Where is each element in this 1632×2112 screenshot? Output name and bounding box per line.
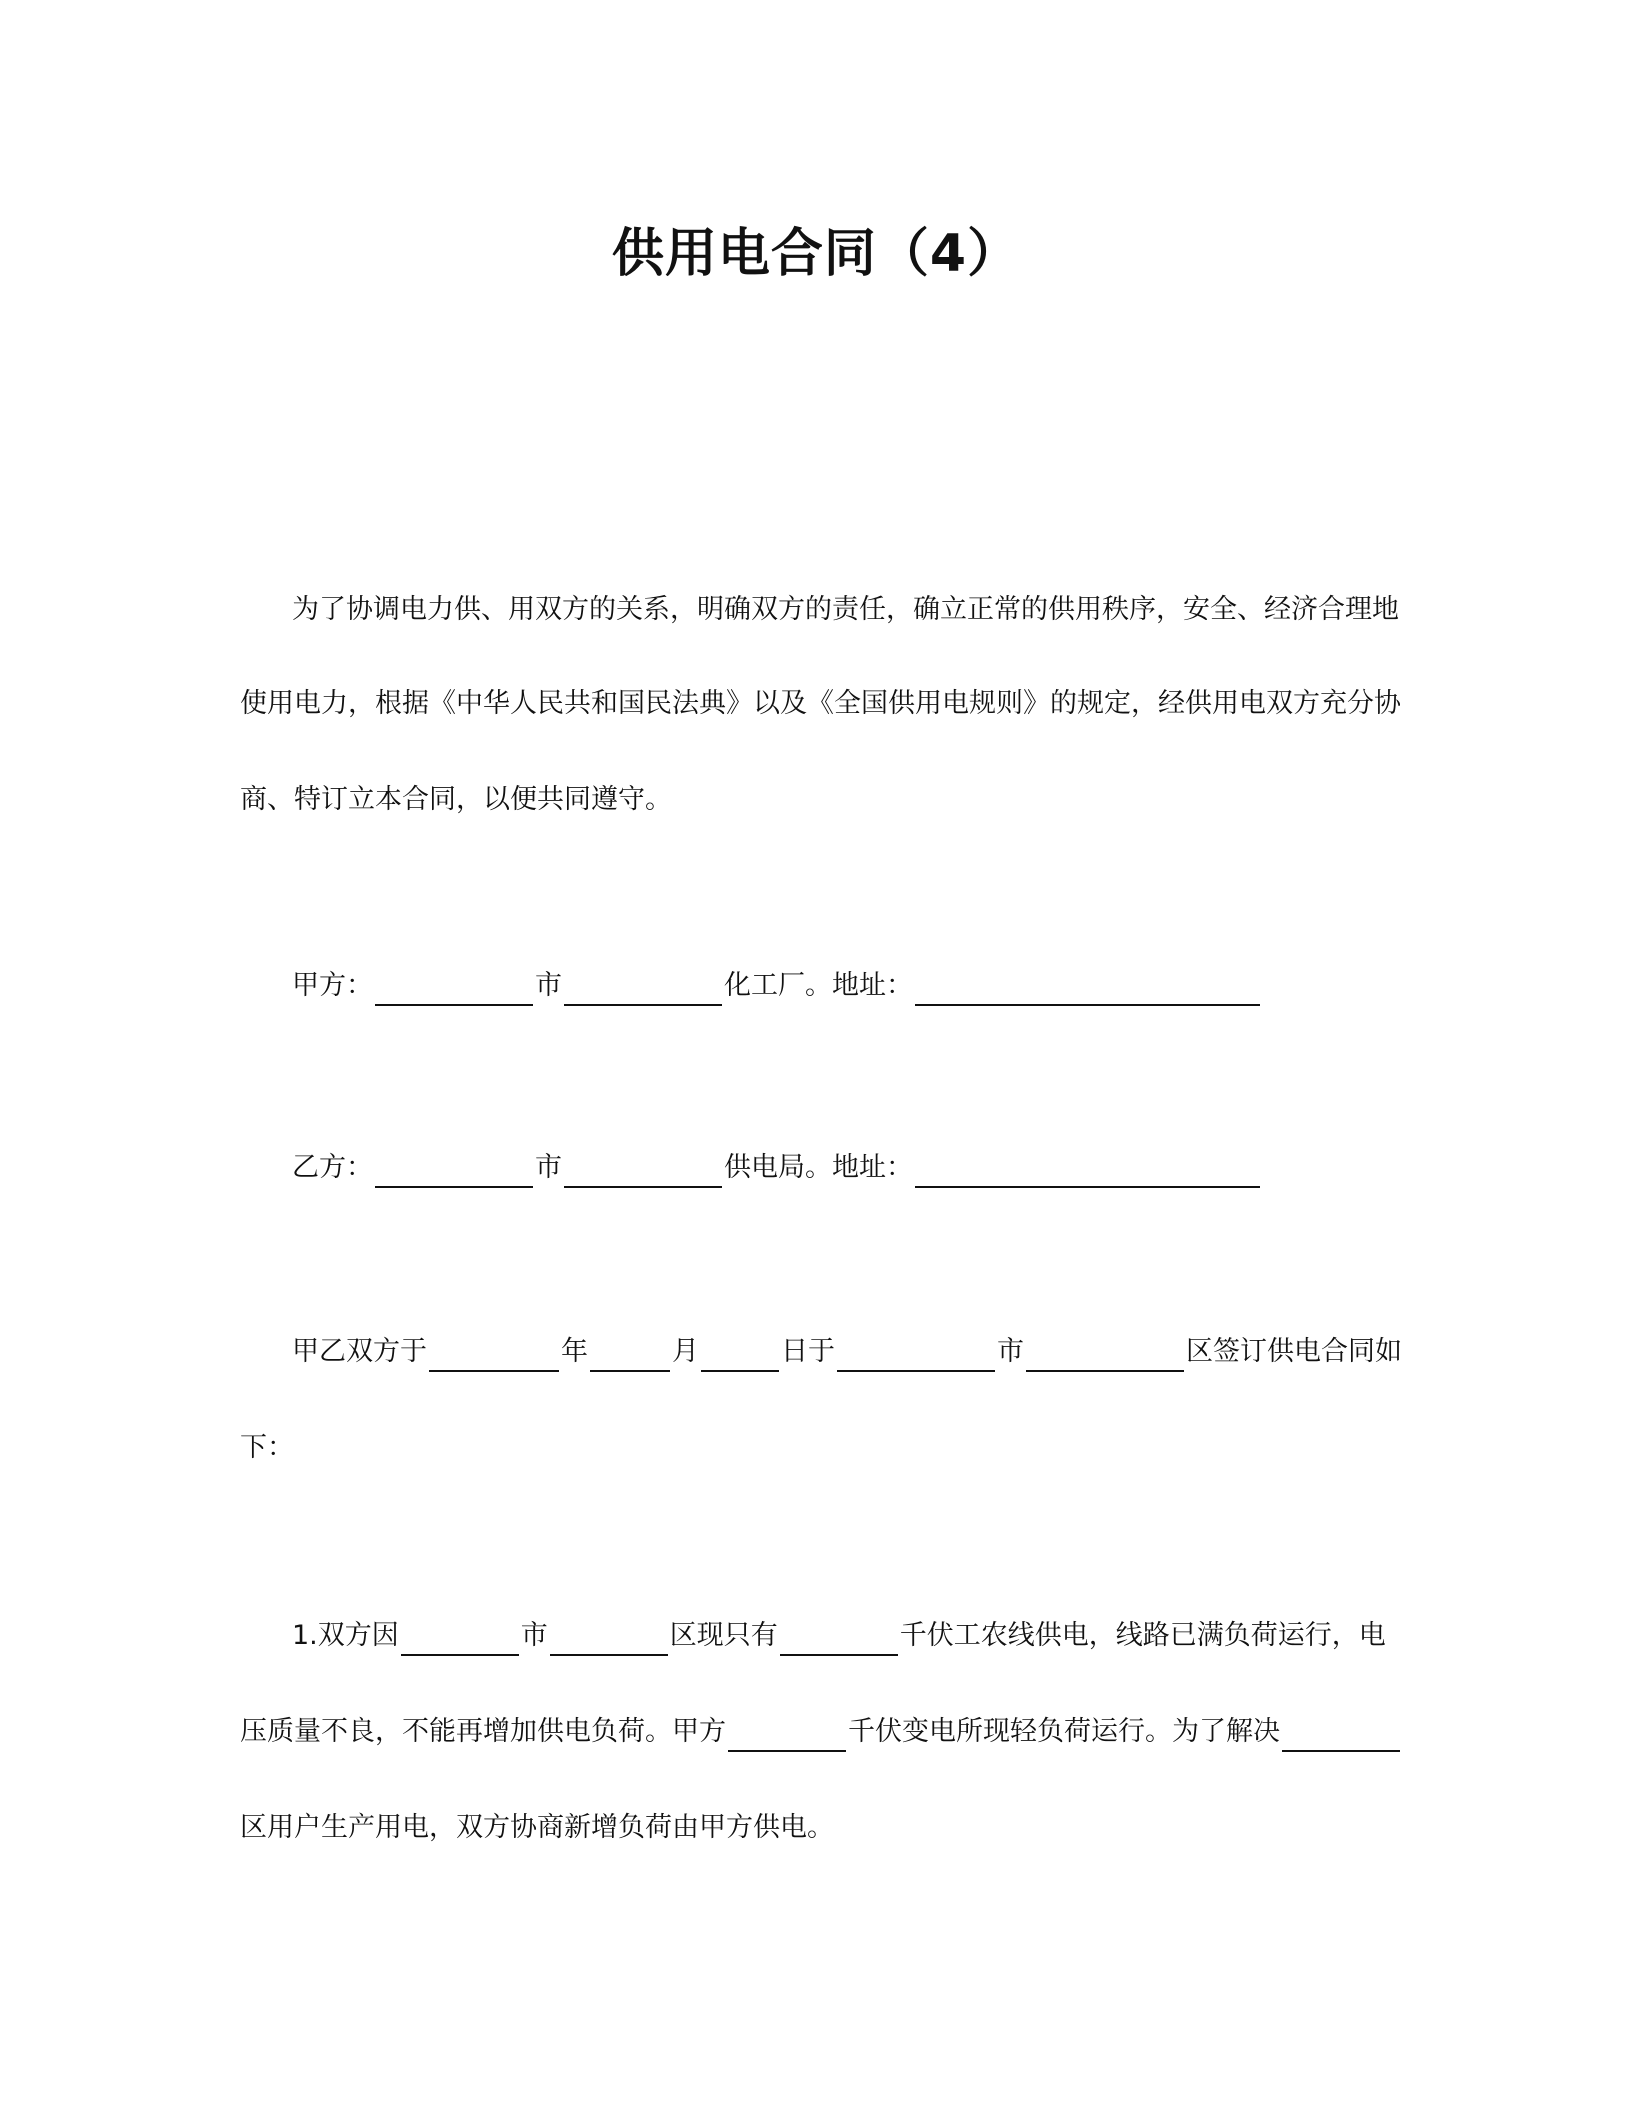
signing-continuation: 下： (240, 1432, 294, 1463)
clause1-resolve-blank[interactable] (1282, 1718, 1400, 1752)
clause1-city-blank[interactable] (401, 1622, 519, 1656)
signing-month-blank[interactable] (590, 1338, 670, 1372)
clause1-line-3: 区用户生产用电，双方协商新增负荷由甲方供电。 (240, 1812, 834, 1843)
party-b-address-blank[interactable] (915, 1154, 1260, 1188)
clause1-line2-a: 压质量不良，不能再增加供电负荷。甲方 (240, 1716, 726, 1747)
signing-district-label: 区签订供电合同如 (1186, 1336, 1402, 1367)
party-b-city-blank[interactable] (375, 1154, 533, 1188)
intro-line-3: 商、特订立本合同，以便共同遵守。 (240, 784, 672, 815)
signing-month-label: 月 (672, 1336, 699, 1367)
party-a-factory-label: 化工厂。地址： (724, 970, 913, 1001)
party-a-line (292, 966, 1262, 1006)
intro-line-1: 为了协调电力供、用双方的关系，明确双方的责任，确立正常的供用秩序，安全、经济合理地 (292, 594, 1399, 625)
party-a-address-blank[interactable] (915, 972, 1260, 1006)
signing-day-label: 日于 (781, 1336, 835, 1367)
intro-line-2: 使用电力，根据《中华人民共和国民法典》以及《全国供用电规则》的规定，经供用电双方充分协 (240, 688, 1401, 719)
signing-year-label: 年 (561, 1336, 588, 1367)
clause1-district-blank[interactable] (550, 1622, 668, 1656)
party-a-city-label: 市 (535, 970, 562, 1001)
signing-city-blank[interactable] (837, 1338, 995, 1372)
clause1-line-2 (240, 1712, 1402, 1752)
signing-prefix: 甲乙双方于 (292, 1336, 427, 1367)
party-a-city-blank[interactable] (375, 972, 533, 1006)
clause1-prefix: 1.双方因 (292, 1620, 399, 1651)
party-b-bureau-label: 供电局。地址： (724, 1152, 913, 1183)
clause1-line-1 (292, 1616, 1386, 1656)
party-b-line (292, 1148, 1262, 1188)
party-b-city-label: 市 (535, 1152, 562, 1183)
signing-day-blank[interactable] (701, 1338, 779, 1372)
clause1-line2-b: 千伏变电所现轻负荷运行。为了解决 (848, 1716, 1280, 1747)
clause1-kv-label: 千伏工农线供电，线路已满负荷运行，电 (899, 1620, 1386, 1651)
party-b-label: 乙方： (292, 1152, 373, 1183)
clause1-substation-blank[interactable] (728, 1718, 846, 1752)
signing-city-label: 市 (997, 1336, 1024, 1367)
party-a-factory-blank[interactable] (564, 972, 722, 1006)
party-a-label: 甲方： (292, 970, 373, 1001)
signing-year-blank[interactable] (429, 1338, 559, 1372)
signing-line (292, 1332, 1402, 1372)
party-b-bureau-blank[interactable] (564, 1154, 722, 1188)
signing-district-blank[interactable] (1026, 1338, 1184, 1372)
clause1-kv-blank[interactable] (780, 1622, 898, 1656)
document-title: 供用电合同（4） (611, 224, 1021, 284)
clause1-district-label: 区现只有 (669, 1620, 778, 1651)
clause1-city-label: 市 (520, 1620, 548, 1651)
